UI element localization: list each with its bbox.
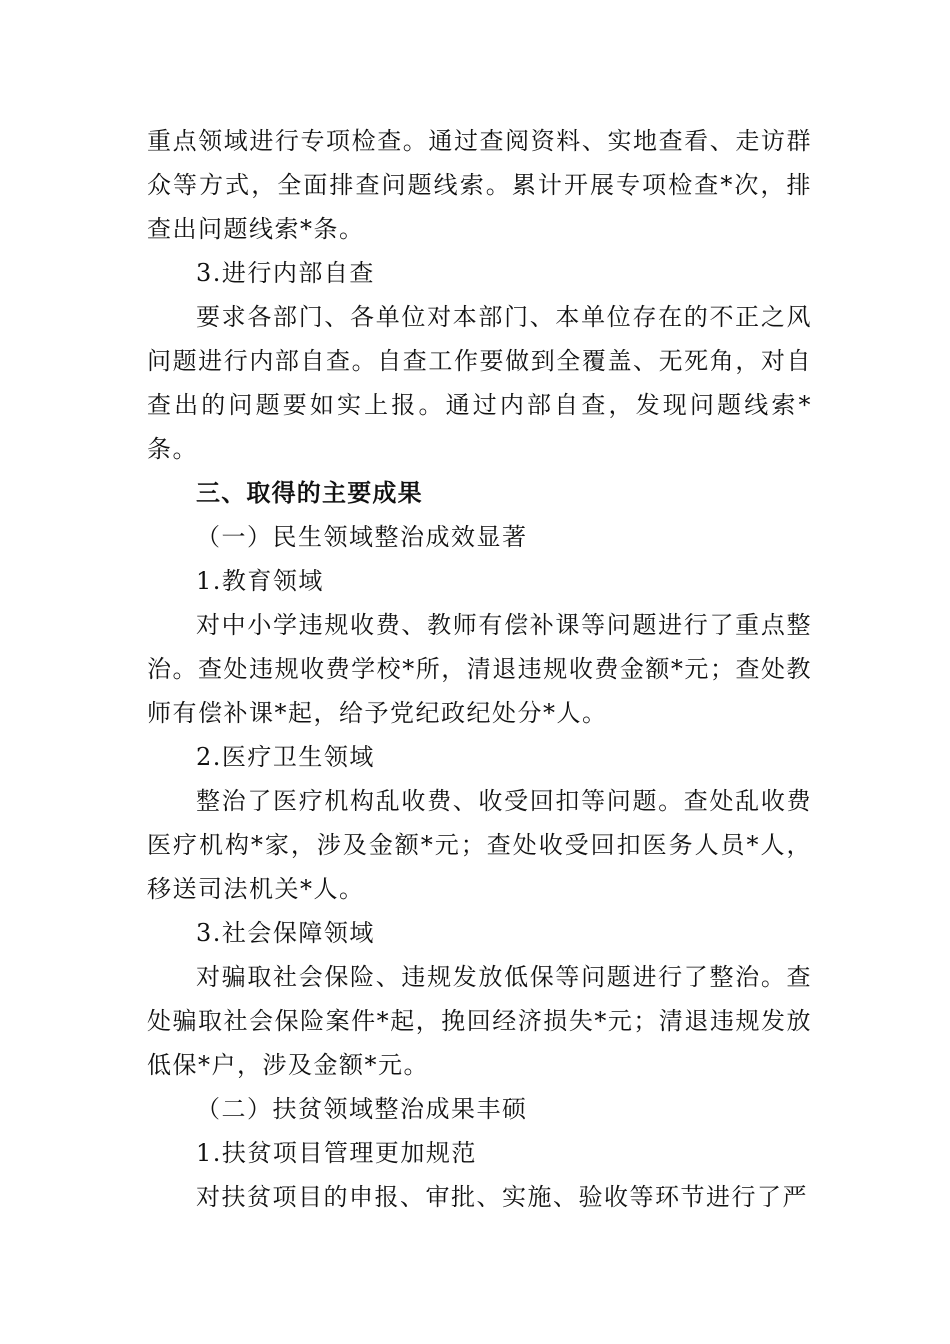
paragraph-internal-check: 要求各部门、各单位对本部门、本单位存在的不正之风问题进行内部自查。自查工作要做到全覆盖、无死角，对自查出的问题要如实上报。通过内部自查，发现问题线索*条。 [147, 303, 812, 463]
paragraph-healthcare: 整治了医疗机构乱收费、收受回扣等问题。查处乱收费医疗机构*家，涉及金额*元；查处收受回扣医务人员*人，移送司法机关*人。 [147, 787, 812, 903]
document-body [147, 119, 812, 1219]
paragraph-education: 对中小学违规收费、教师有偿补课等问题进行了重点整治。查处违规收费学校*所，清退违规收费金额*元；查处教师有偿补课*起，给予党纪政纪处分*人。 [147, 611, 812, 727]
subheading-healthcare: 2.医疗卫生领域 [196, 743, 375, 771]
subsection-heading-poverty: （二）扶贫领域整治成果丰硕 [196, 1095, 528, 1123]
subheading-internal-check: 3.进行内部自查 [196, 259, 375, 287]
subheading-poverty-projects: 1.扶贫项目管理更加规范 [196, 1139, 477, 1167]
section-heading-results: 三、取得的主要成果 [196, 479, 423, 507]
paragraph-social-security: 对骗取社会保险、违规发放低保等问题进行了整治。查处骗取社会保险案件*起，挽回经济损失*元；清退违规发放低保*户，涉及金额*元。 [147, 963, 812, 1079]
subheading-social-security: 3.社会保障领域 [196, 919, 375, 947]
subheading-education: 1.教育领域 [196, 567, 324, 595]
subsection-heading-livelihood: （一）民生领域整治成效显著 [196, 523, 528, 551]
paragraph-poverty-projects: 对扶贫项目的申报、审批、实施、验收等环节进行了严 [196, 1183, 808, 1211]
paragraph-continued: 重点领域进行专项检查。通过查阅资料、实地查看、走访群众等方式，全面排查问题线索。累计开展专项检查*次，排查出问题线索*条。 [147, 127, 812, 243]
